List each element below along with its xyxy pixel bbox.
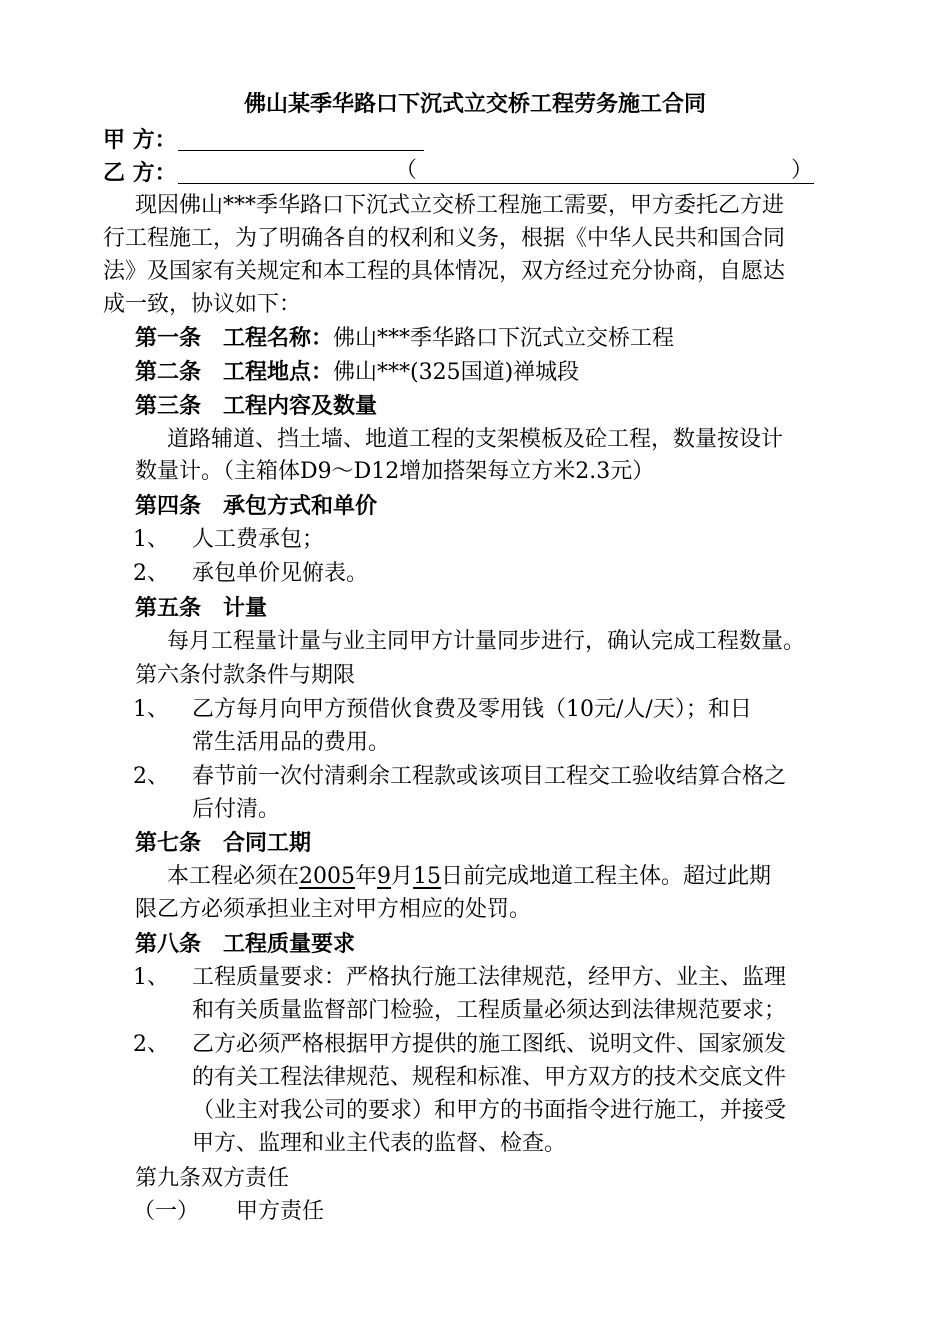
article-7-heading: 第七条 合同工期 <box>135 830 312 856</box>
article-7-year: 2005 <box>299 864 356 889</box>
article-7-month-unit: 月 <box>391 864 414 889</box>
party-b-paren-open: （ <box>395 158 418 183</box>
article-8-item-2-line-1: 乙方必须严格根据甲方提供的施工图纸、说明文件、国家颁发 <box>192 1032 787 1057</box>
document-title: 佛山某季华路口下沉式立交桥工程劳务施工合同 <box>243 91 706 117</box>
article-7-month: 9 <box>377 864 392 889</box>
article-6-item-1-num: 1、 <box>133 697 169 722</box>
article-7-line-1 <box>167 861 771 893</box>
article-2-heading: 第二条 工程地点： <box>135 359 334 385</box>
article-8-item-2-line-4: 甲方、监理和业主代表的监督、检查。 <box>192 1131 567 1156</box>
article-6-item-2-num: 2、 <box>133 764 169 789</box>
intro-line-1: 现因佛山***季华路口下沉式立交桥工程施工需要，甲方委托乙方进 <box>135 193 785 218</box>
article-3-heading: 第三条 工程内容及数量 <box>135 393 378 419</box>
article-3-line-2: 数量计。（主箱体D9～D12增加搭架每立方米2.3元） <box>135 459 655 484</box>
party-b-blank-line <box>178 183 814 184</box>
article-6-item-1-line-1: 乙方每月向甲方预借伙食费及零用钱（10元/人/天）；和日 <box>192 697 752 722</box>
article-8-heading: 第八条 工程质量要求 <box>135 931 356 957</box>
article-7-year-unit: 年 <box>355 864 378 889</box>
article-3-line-1: 道路辅道、挡土墙、地道工程的支架模板及砼工程，数量按设计 <box>167 427 784 452</box>
article-1-heading: 第一条 工程名称： <box>135 325 334 351</box>
article-6-heading: 第六条付款条件与期限 <box>135 663 356 688</box>
party-a-blank-line <box>178 150 424 151</box>
article-6-item-2-line-2: 后付清。 <box>192 797 281 822</box>
article-7-pre: 本工程必须在 <box>167 864 300 889</box>
article-8-item-1-line-2: 和有关质量监督部门检验，工程质量必须达到法律规范要求； <box>192 998 787 1023</box>
article-8-item-2-line-2: 的有关工程法律规范、规程和标准、甲方双方的技术交底文件 <box>192 1065 787 1090</box>
article-9-heading: 第九条双方责任 <box>135 1166 290 1191</box>
party-a-label: 甲 方： <box>103 127 177 153</box>
article-8-item-1-num: 1、 <box>133 965 169 990</box>
article-1-text: 佛山***季华路口下沉式立交桥工程 <box>333 326 675 351</box>
article-9-sub-num: （一） <box>133 1199 200 1224</box>
article-5-heading: 第五条 计量 <box>135 595 268 621</box>
article-4-item-1-text: 人工费承包； <box>192 527 325 552</box>
article-9-sub-text: 甲方责任 <box>236 1199 325 1224</box>
party-b-label: 乙 方： <box>103 160 177 186</box>
intro-line-4: 成一致，协议如下： <box>103 292 302 317</box>
article-4-item-2-text: 承包单价见俯表。 <box>192 561 369 586</box>
article-4-item-1-num: 1、 <box>133 527 169 552</box>
article-7-line-2: 限乙方必须承担业主对甲方相应的处罚。 <box>135 897 532 922</box>
article-7-post: 日前完成地道工程主体。超过此期 <box>441 864 772 889</box>
article-8-item-1-line-1: 工程质量要求：严格执行施工法律规范，经甲方、业主、监理 <box>192 965 787 990</box>
article-5-text: 每月工程量计量与业主同甲方计量同步进行，确认完成工程数量。 <box>167 629 806 654</box>
article-7-day: 15 <box>413 864 442 889</box>
intro-line-3: 法》及国家有关规定和本工程的具体情况，双方经过充分协商，自愿达 <box>103 259 786 284</box>
article-1 <box>135 322 674 355</box>
article-2 <box>135 356 579 389</box>
article-8-item-2-num: 2、 <box>133 1032 169 1057</box>
intro-line-2: 行工程施工，为了明确各自的权利和义务，根据《中华人民共和国合同 <box>103 226 786 251</box>
party-b-paren-close: ） <box>791 158 814 183</box>
article-2-text: 佛山***(325国道)禅城段 <box>333 360 580 385</box>
article-6-item-2-line-1: 春节前一次付清剩余工程款或该项目工程交工验收结算合格之 <box>192 764 787 789</box>
article-4-heading: 第四条 承包方式和单价 <box>135 493 378 519</box>
article-8-item-2-line-3: （业主对我公司的要求）和甲方的书面指令进行施工，并接受 <box>192 1098 787 1123</box>
article-4-item-2-num: 2、 <box>133 561 169 586</box>
article-6-item-1-line-2: 常生活用品的费用。 <box>192 730 391 755</box>
